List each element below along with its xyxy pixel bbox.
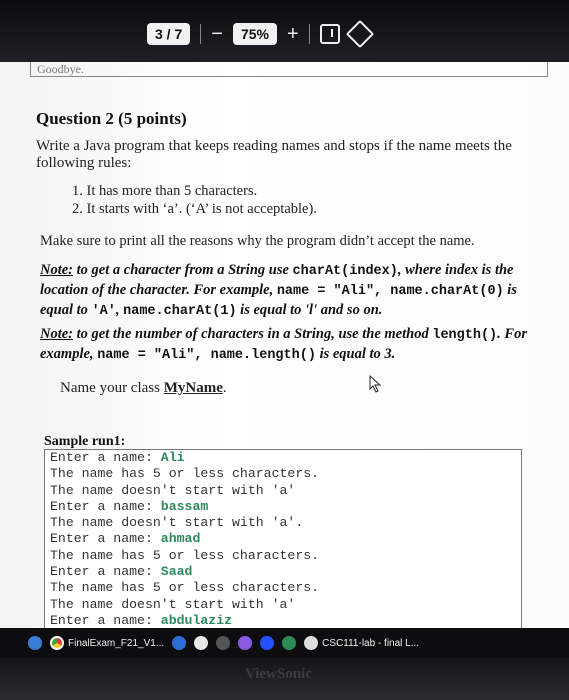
note-text: is equal to 3. — [315, 346, 396, 362]
note-text: is equal to 'l' and so on. — [236, 302, 383, 318]
code-snippet: name = "Ali", name.length() — [97, 348, 316, 363]
note-text: to get the number of characters in a String, use the method — [73, 326, 433, 342]
console-line — [45, 483, 521, 499]
console-line — [45, 531, 521, 547]
console-output — [44, 449, 522, 631]
sample-run-title: Sample run1: — [44, 434, 126, 449]
code-snippet: 'A' — [91, 304, 116, 319]
note-text: , where index is the location of the character. For example, — [40, 262, 514, 298]
console-text: Enter a name: — [50, 612, 161, 628]
app-icon[interactable] — [238, 636, 252, 650]
code-snippet: length() — [432, 328, 498, 343]
note-text: , — [115, 302, 124, 318]
app-icon[interactable] — [28, 636, 42, 650]
app-icon[interactable] — [282, 636, 296, 650]
class-name: MyName — [163, 380, 223, 396]
rotate-icon[interactable] — [346, 20, 374, 48]
code-snippet: name = "Ali", name.charAt(0) — [276, 284, 504, 299]
rules-list — [72, 182, 317, 218]
console-line — [45, 466, 521, 482]
bird-icon[interactable] — [194, 636, 208, 650]
instruction-text: Make sure to print all the reasons why the program didn’t accept the name. — [40, 233, 475, 249]
taskbar-item-chrome[interactable] — [50, 636, 164, 650]
console-text: The name has 5 or less characters. — [50, 547, 320, 563]
class-prefix: Name your class — [60, 380, 164, 396]
console-input: bassam — [160, 498, 209, 514]
pdf-toolbar — [147, 19, 370, 49]
taskbar — [0, 628, 569, 658]
previous-content-fragment: Goodbye. — [30, 62, 548, 77]
note-label: Note: — [40, 262, 74, 278]
console-line — [45, 450, 521, 466]
app-icon[interactable] — [172, 636, 186, 650]
note-length — [40, 325, 530, 365]
console-input: Saad — [160, 564, 193, 580]
page-indicator[interactable]: 3 / 7 — [147, 23, 190, 45]
console-line — [45, 548, 521, 564]
note-text: . For example, — [40, 326, 527, 362]
console-line — [45, 564, 521, 580]
console-text: Enter a name: — [50, 531, 161, 547]
class-suffix: . — [222, 380, 227, 396]
question-text: Write a Java program that keeps reading names and stops if the name meets the following rules: — [36, 138, 512, 171]
rule-item: 2. It starts with ‘a’. (‘A’ is not acceptable). — [72, 201, 317, 217]
console-text: The name doesn't start with 'a' — [50, 482, 296, 498]
question-title: Question 2 (5 points) — [36, 109, 187, 128]
toolbar-divider — [309, 24, 310, 44]
rule-item: 1. It has more than 5 characters. — [72, 183, 258, 199]
zoom-out-button[interactable]: − — [211, 23, 223, 45]
zoom-level[interactable]: 75% — [233, 23, 277, 45]
console-text: The name doesn't start with 'a'. — [50, 515, 304, 531]
console-line — [45, 580, 521, 596]
pdf-page — [0, 62, 569, 632]
mouse-cursor-icon — [368, 375, 384, 393]
zoom-in-button[interactable]: + — [286, 23, 299, 45]
app-icon[interactable] — [260, 636, 274, 650]
console-text: Enter a name: — [50, 450, 161, 465]
code-snippet: charAt(index) — [292, 264, 398, 279]
class-name-instruction — [60, 380, 227, 397]
console-line — [45, 597, 521, 613]
console-text: Enter a name: — [50, 564, 161, 580]
fit-page-icon[interactable] — [320, 24, 340, 44]
chrome-icon — [50, 636, 64, 650]
monitor-brand-logo: ViewSonic — [245, 666, 312, 682]
note-text: to get a character from a String use — [73, 262, 293, 278]
console-text: The name has 5 or less characters. — [50, 466, 320, 482]
taskbar-item-label: CSC111-lab - final L... — [322, 637, 420, 649]
note-text: is equal to — [40, 282, 517, 318]
code-snippet: name.charAt(1) — [123, 304, 237, 319]
viewer-toolbar-area — [0, 0, 569, 66]
note-charat — [40, 261, 530, 321]
window-icon — [304, 636, 318, 650]
app-icon[interactable] — [216, 636, 230, 650]
console-line — [45, 515, 521, 531]
console-input: ahmad — [160, 531, 201, 547]
taskbar-item-csc111[interactable] — [304, 636, 419, 650]
console-input: Ali — [160, 450, 185, 465]
console-text: The name doesn't start with 'a' — [50, 596, 296, 612]
console-input: abdulaziz — [160, 612, 233, 628]
console-line — [45, 613, 521, 629]
console-line — [45, 499, 521, 515]
taskbar-item-label: FinalExam_F21_V1... — [68, 637, 165, 649]
console-text: Enter a name: — [50, 498, 161, 514]
toolbar-divider — [200, 24, 201, 44]
note-label: Note: — [40, 326, 74, 342]
console-text: The name has 5 or less characters. — [50, 580, 320, 596]
